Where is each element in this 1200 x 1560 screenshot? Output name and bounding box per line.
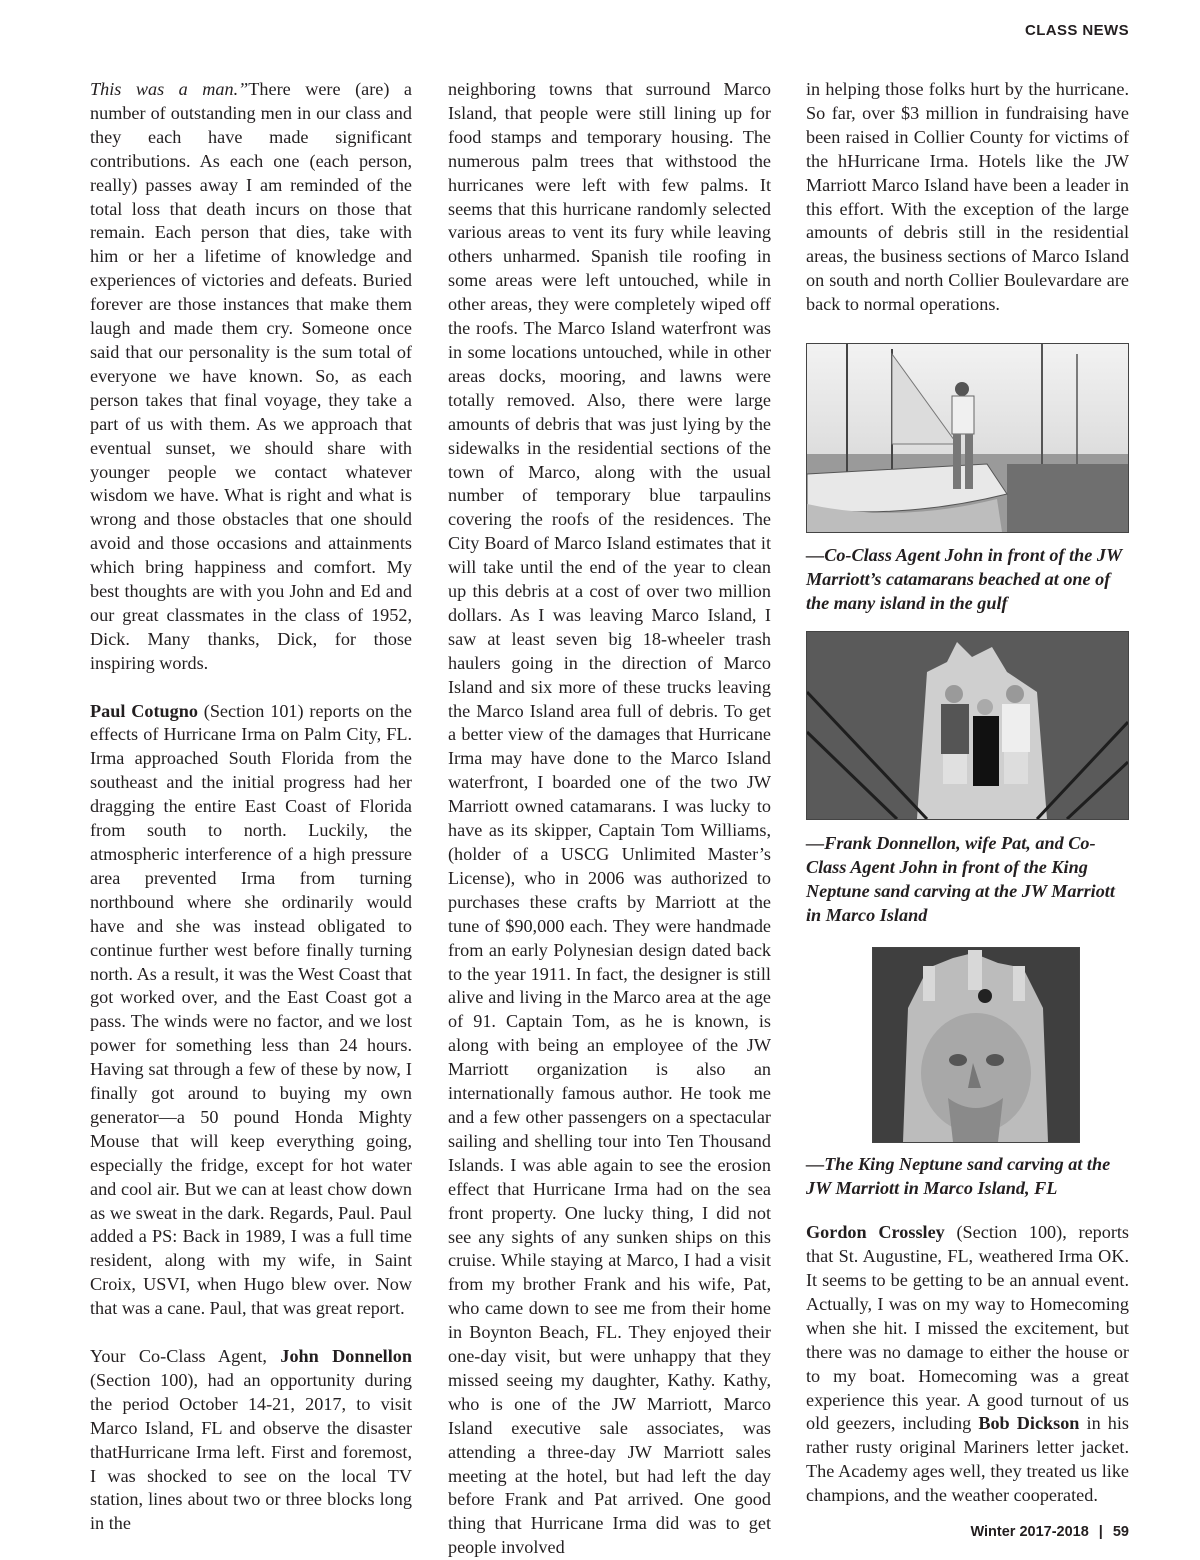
column-1 (90, 78, 412, 1536)
paragraph-text: in his rather rusty original Mariners letter jacket. The Academy ages well, they treated us like champions, and the weather cooperated. (806, 1413, 1129, 1506)
section-header: CLASS NEWS (1024, 22, 1129, 39)
paragraph-text: (Section 101) reports on the effects of Hurricane Irma on Palm City, FL. Irma approached South Florida from the southeast and the initial progress had her dragging the entire East Coast of Florida from south to north. Luckily, the atmospheric interference of a high pressure area prevented Irma from turning northbound where she ordinarily would have and she was instead obligated to continue further west before finally turning north. As a result, it was the West Coast that got worked over, and the East Coast got a pass. The winds were no factor, and we lost power for something less than 24 hours. Having sat through a few of these by now, I finally got around to buying my own generator—a 50 pound Honda Mighty Mouse that will keep everything going, especially the fridge, except for hot water and cool air. But we can at least chow down as we sweat in the dark. Regards, Paul. Paul added a PS: Back in 1989, I was a full time resident, along with my wife, in Saint Croix, USVI, when Hugo blew over. Now that was a cane. Paul, that was great report. (90, 700, 412, 1319)
person-name: John Donnellon (280, 1346, 412, 1366)
photo-family-sand-carving (806, 631, 1129, 820)
lead-quote: This was a man.” (90, 79, 249, 99)
page-footer (970, 1524, 1129, 1540)
page-number: 59 (1112, 1524, 1129, 1540)
footer-separator: | (1098, 1524, 1103, 1540)
paragraph-cotugno (90, 700, 412, 1322)
column-3 (806, 78, 1129, 1508)
photo-caption: —Frank Donnellon, wife Pat, and Co-Class Agent John in front of the King Neptune sand carving at the JW Marriott in Marco Island (806, 832, 1115, 925)
person-name: Paul Cotugno (90, 700, 198, 721)
paragraph-text: (Section 100), reports that St. Augustine, FL, weathered Irma OK. It seems to be getting to be an annual event. Actually, I was on my way to Homecoming when she hit. I missed the excitement, but there was no damage to either the house or to my boat. Homecoming was a great experience this year. A good turnout of us old geezers, including (806, 1222, 1130, 1434)
photo-caption: —The King Neptune sand carving at the JW Marriott in Marco Island, FL (806, 1154, 1111, 1199)
column-2 (448, 78, 771, 1560)
issue-label: Winter 2017-2018 (970, 1524, 1089, 1540)
paragraph-crossley (806, 1221, 1129, 1508)
paragraph-tribute (90, 78, 412, 676)
person-name: Bob Dickson (978, 1413, 1080, 1434)
paragraph-marco-island: neighboring towns that surround Marco Island, that people were still lining up for food stamps and temporary housing. The numerous palm trees that withstood the hurricanes were left with few palms. It seems that this hurricane randomly selected various areas to vent its fury while leaving others unharmed. Spanish tile roofing in some areas were left untouched, while in other areas, they were completely wiped off the roofs. The Marco Island waterfront was in some locations untouched, while in other areas docks, mooring, and lawns were totally removed. Also, there were large amounts of debris that was just lying by the sidewalks in the residential sections of the town of Marco, along with the usual number of temporary blue tarpaulins covering the roofs of the residences. The City Board of Marco Island estimates that it will take until the end of the year to clean up this debris at a cost of over two million dollars. As I was leaving Marco Island, I saw at least seven big 18-wheeler trash haulers going in the direction of Marco Island and six more of these trucks leaving the Marco Island area full of debris. To get a better view of the damages that Hurricane Irma may have done to the Marco Island waterfront, I boarded one of the two JW Marriott owned catamarans. I was lucky to have as its skipper, Captain Tom Williams, (holder of a USCG Unlimited Master’s License), who in 2006 was authorized to purchases these crafts by Marriott at the tune of $90,000 each. They were handmade from an early Polynesian design dated back to the year 1911. In fact, the designer is still alive and living in the Marco area at the age of 91. Captain Tom, as he is known, is along with being an employee of the JW Marriott organization is also an internationally famous author. He took me and a few other passengers on a spectacular sailing and shelling tour into Ten Thousand Islands. I was able again to see the erosion effect that Hurricane Irma had on the sea front property. One lucky thing, I did not see any sights of any sunken ships on this cruise. While staying at Marco, I had a visit from my brother Frank and his wife, Pat, who came down to see me from their home in Boynton Beach, FL. They enjoyed their one-day visit, but were unhappy that they missed seeing my daughter, Kathy. Kathy, who is one of the JW Marriott, Marco Island executive sale associates, was attending a three-day JW Marriott sales meeting at the hotel, but had left the day before Frank and Pat arrived. One good thing that Hurricane Irma did was to get people involved (448, 79, 771, 1558)
paragraph-text: (Section 100), had an opportunity during the period October 14-21, 2017, to visit Marco Island, FL and observe the disaster thatHurricane Irma left. First and foremost, I was shocked to see on the local TV station, lines about two or three blocks long in the (90, 1369, 412, 1534)
photo-catamarans (806, 343, 1129, 533)
photo-caption: —Co-Class Agent John in front of the JW Marriott’s catamarans beached at one of the many island in the gulf (806, 545, 1122, 613)
paragraph-text: Your Co-Class Agent, (90, 1346, 281, 1366)
paragraph-text: There were (are) a number of outstanding men in our class and they each have made significant contributions. As each one (each person, really) passes away I am reminded of the total loss that death incurs on those that remain. Each person that dies, take with him or her a lifetime of knowledge and experiences of victories and defeats. Buried forever are those instances that make them laugh and made them cry. Someone once said that our personality is the sum total of everyone we have known. So, as each person takes that final voyage, they take a part of us with them. As we approach that eventual sunset, we should share with younger people we contact whatever wisdom we have. What is right and what is wrong and those obstacles that one should avoid and those occasions and attainments which bring happiness and comfort. My best thoughts are with you John and Ed and our great classmates in the class of 1952, Dick. Many thanks, Dick, for those inspiring words. (90, 79, 412, 673)
photo-king-neptune (872, 947, 1080, 1143)
person-name: Gordon Crossley (806, 1222, 945, 1243)
paragraph-donnellon (90, 1345, 412, 1536)
paragraph-recovery: in helping those folks hurt by the hurricane. So far, over $3 million in fundraising have been raised in Collier County for victims of the hHurricane Irma. Hotels like the JW Marriott Marco Island have been a leader in this effort. With the exception of the large amounts of debris still in the residential areas, the business sections of Marco Island on south and north Collier Boulevardare are back to normal operations. (806, 79, 1129, 315)
